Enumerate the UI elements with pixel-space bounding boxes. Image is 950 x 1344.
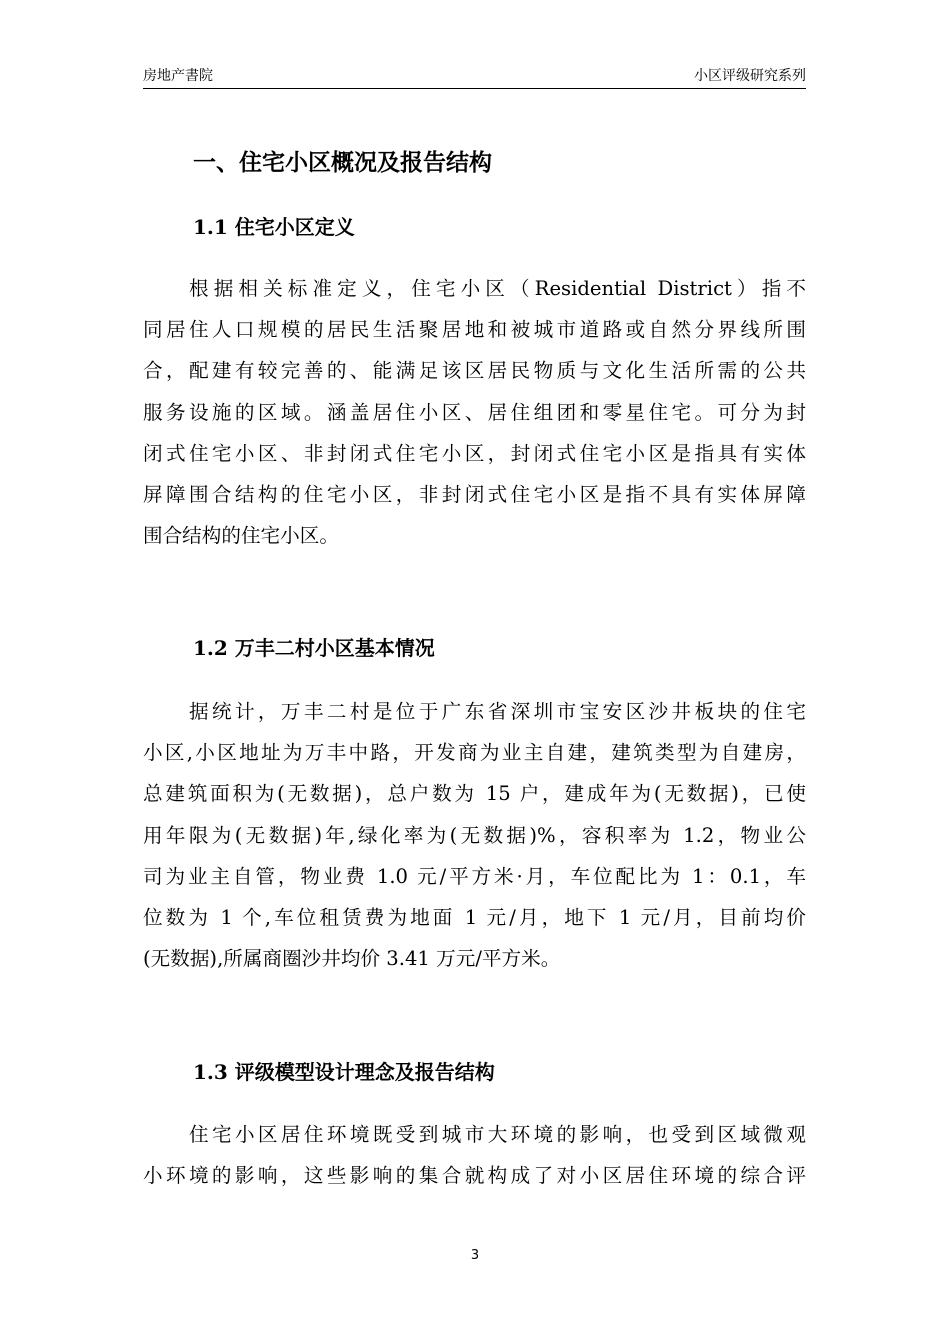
chapter-title: 一、住宅小区概况及报告结构: [193, 149, 492, 176]
section-paragraph-1-1: [143, 268, 806, 556]
section-heading-1-1: 1.1 住宅小区定义: [193, 215, 355, 239]
paragraph-line: (无数据),所属商圈沙井均价 3.41 万元/平方米。: [143, 947, 561, 971]
paragraph-line: 同居住人口规模的居民生活聚居地和被城市道路或自然分界线所围: [143, 318, 806, 342]
paragraph-line: 屏障围合结构的住宅小区，非封闭式住宅小区是指不具有实体屏障: [143, 482, 806, 506]
paragraph-line: 服务设施的区域。涵盖居住小区、居住组团和零星住宅。可分为封: [143, 400, 806, 424]
paragraph-line: 位数为 1 个,车位租赁费为地面 1 元/月，地下 1 元/月，目前均价: [143, 905, 806, 929]
section-heading-1-2: 1.2 万丰二村小区基本情况: [193, 636, 435, 660]
header-series-title: 小区评级研究系列: [694, 68, 806, 84]
section-heading-1-3: 1.3 评级模型设计理念及报告结构: [193, 1060, 495, 1084]
paragraph-line: 合，配建有较完善的、能满足该区居民物质与文化生活所需的公共: [143, 359, 806, 383]
paragraph-line: 总建筑面积为(无数据)，总户数为 15 户，建成年为(无数据)，已使: [143, 782, 806, 806]
section-paragraph-1-2: [143, 691, 806, 979]
paragraph-line: 小区,小区地址为万丰中路，开发商为业主自建，建筑类型为自建房，: [143, 741, 806, 765]
paragraph-line: 据统计，万丰二村是位于广东省深圳市宝安区沙井板块的住宅: [189, 700, 806, 723]
paragraph-line: 司为业主自管，物业费 1.0 元/平方米·月，车位配比为 1：0.1，车: [143, 864, 806, 888]
paragraph-line: 闭式住宅小区、非封闭式住宅小区，封闭式住宅小区是指具有实体: [143, 441, 806, 465]
paragraph-line: 用年限为(无数据)年,绿化率为(无数据)%，容积率为 1.2，物业公: [143, 823, 806, 847]
paragraph-line: 围合结构的住宅小区。: [143, 524, 339, 548]
section-paragraph-1-3: [143, 1114, 806, 1196]
paragraph-line: 小环境的影响，这些影响的集合就构成了对小区居住环境的综合评: [143, 1164, 806, 1188]
header-publisher: 房地产書院: [143, 68, 213, 84]
page-header: [143, 66, 806, 89]
paragraph-line: 住宅小区居住环境既受到城市大环境的影响，也受到区域微观: [189, 1123, 806, 1146]
paragraph-line: 根据相关标准定义，住宅小区（Residential District）指不: [189, 277, 806, 300]
page-number: 3: [470, 1248, 480, 1263]
